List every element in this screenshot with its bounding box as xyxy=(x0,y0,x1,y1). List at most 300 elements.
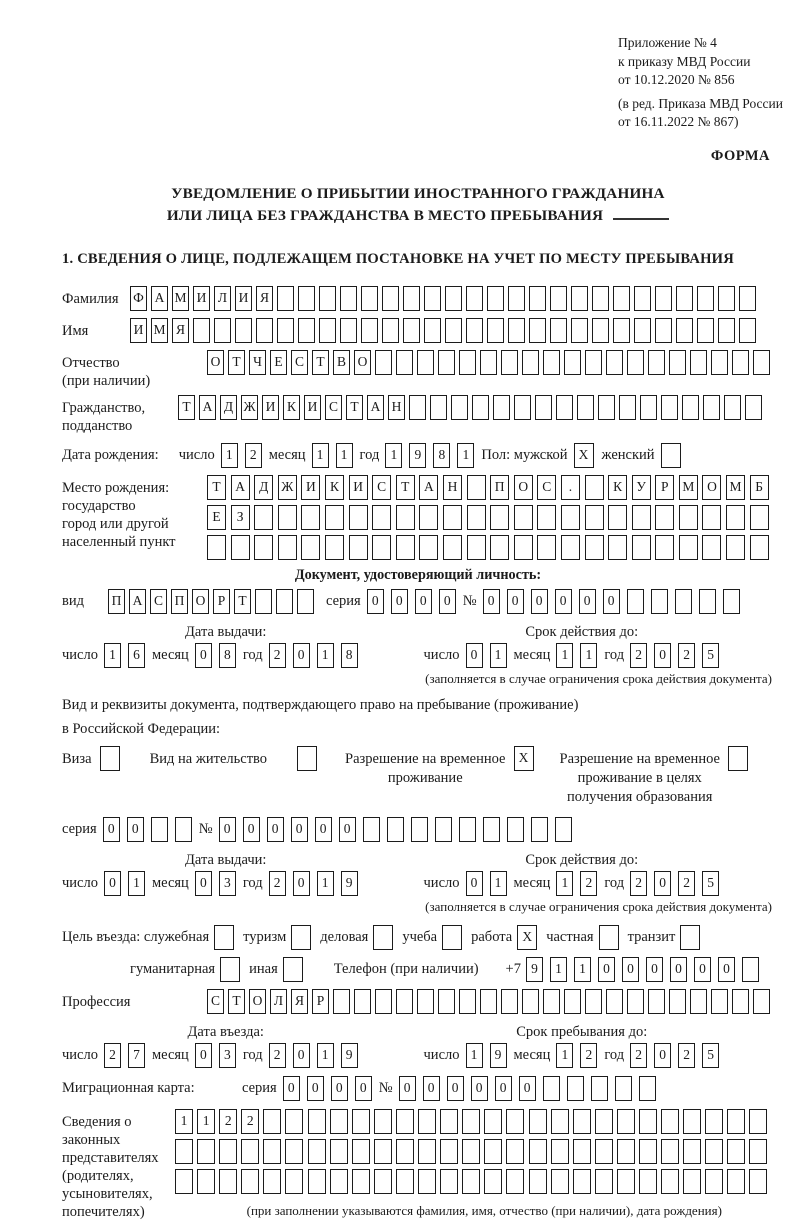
char-cell[interactable] xyxy=(726,535,745,560)
char-cell[interactable]: 0 xyxy=(718,957,735,982)
char-cell[interactable]: З xyxy=(231,505,250,530)
char-cell[interactable] xyxy=(207,535,226,560)
char-cell[interactable] xyxy=(443,505,462,530)
char-cell[interactable] xyxy=(705,1109,723,1134)
char-cell[interactable]: 0 xyxy=(519,1076,536,1101)
char-cell[interactable]: 1 xyxy=(556,643,573,668)
char-cell[interactable]: Д xyxy=(220,395,237,420)
char-cell[interactable] xyxy=(699,589,716,614)
char-cell[interactable] xyxy=(556,395,573,420)
char-cell[interactable]: 0 xyxy=(471,1076,488,1101)
char-cell[interactable] xyxy=(690,989,707,1014)
char-cell[interactable]: 8 xyxy=(219,643,236,668)
char-cell[interactable] xyxy=(374,1139,392,1164)
char-cell[interactable] xyxy=(676,318,693,343)
char-cell[interactable] xyxy=(382,318,399,343)
char-cell[interactable] xyxy=(634,286,651,311)
char-cell[interactable] xyxy=(655,286,672,311)
char-cell[interactable]: Т xyxy=(178,395,195,420)
char-cell[interactable] xyxy=(263,1169,281,1194)
char-cell[interactable] xyxy=(753,350,770,375)
char-cell[interactable] xyxy=(374,1109,392,1134)
char-cell[interactable] xyxy=(632,535,651,560)
char-cell[interactable]: 0 xyxy=(483,589,500,614)
char-cell[interactable]: 9 xyxy=(490,1043,507,1068)
char-cell[interactable] xyxy=(577,395,594,420)
char-cell[interactable] xyxy=(490,505,509,530)
char-cell[interactable] xyxy=(680,925,700,950)
char-cell[interactable]: 2 xyxy=(219,1109,237,1134)
char-cell[interactable]: 0 xyxy=(127,817,144,842)
char-cell[interactable] xyxy=(551,1109,569,1134)
char-cell[interactable] xyxy=(522,350,539,375)
char-cell[interactable]: Я xyxy=(256,286,273,311)
char-cell[interactable] xyxy=(508,318,525,343)
char-cell[interactable] xyxy=(627,989,644,1014)
char-cell[interactable]: 1 xyxy=(556,1043,573,1068)
char-cell[interactable] xyxy=(372,505,391,530)
char-cell[interactable] xyxy=(438,350,455,375)
char-cell[interactable] xyxy=(564,350,581,375)
char-cell[interactable]: 2 xyxy=(678,871,695,896)
char-cell[interactable] xyxy=(690,350,707,375)
char-cell[interactable] xyxy=(472,395,489,420)
char-cell[interactable] xyxy=(564,989,581,1014)
char-cell[interactable] xyxy=(440,1109,458,1134)
char-cell[interactable] xyxy=(330,1109,348,1134)
char-cell[interactable]: 0 xyxy=(694,957,711,982)
char-cell[interactable]: И xyxy=(304,395,321,420)
char-cell[interactable]: 0 xyxy=(243,817,260,842)
char-cell[interactable] xyxy=(467,505,486,530)
char-cell[interactable] xyxy=(340,318,357,343)
char-cell[interactable]: . xyxy=(561,475,580,500)
char-cell[interactable] xyxy=(451,395,468,420)
char-cell[interactable] xyxy=(619,395,636,420)
char-cell[interactable]: Я xyxy=(291,989,308,1014)
char-cell[interactable]: 1 xyxy=(490,643,507,668)
char-cell[interactable] xyxy=(411,817,428,842)
char-cell[interactable] xyxy=(396,535,415,560)
char-cell[interactable]: 0 xyxy=(293,871,310,896)
char-cell[interactable]: О xyxy=(514,475,533,500)
char-cell[interactable]: 2 xyxy=(678,1043,695,1068)
char-cell[interactable] xyxy=(745,395,762,420)
char-cell[interactable] xyxy=(648,989,665,1014)
char-cell[interactable]: 0 xyxy=(579,589,596,614)
char-cell[interactable]: 1 xyxy=(317,643,334,668)
char-cell[interactable] xyxy=(219,1169,237,1194)
char-cell[interactable]: А xyxy=(129,589,146,614)
char-cell[interactable] xyxy=(727,1169,745,1194)
char-cell[interactable] xyxy=(372,535,391,560)
char-cell[interactable]: 9 xyxy=(526,957,543,982)
char-cell[interactable]: 8 xyxy=(433,443,450,468)
char-cell[interactable]: 2 xyxy=(269,1043,286,1068)
char-cell[interactable]: К xyxy=(325,475,344,500)
char-cell[interactable] xyxy=(231,535,250,560)
char-cell[interactable]: 0 xyxy=(415,589,432,614)
char-cell[interactable] xyxy=(501,989,518,1014)
char-cell[interactable]: 0 xyxy=(391,589,408,614)
char-cell[interactable]: С xyxy=(150,589,167,614)
char-cell[interactable] xyxy=(418,1109,436,1134)
char-cell[interactable] xyxy=(661,443,681,468)
char-cell[interactable] xyxy=(749,1169,767,1194)
char-cell[interactable] xyxy=(634,318,651,343)
char-cell[interactable] xyxy=(197,1169,215,1194)
char-cell[interactable]: 0 xyxy=(291,817,308,842)
char-cell[interactable]: А xyxy=(199,395,216,420)
char-cell[interactable]: 0 xyxy=(339,817,356,842)
char-cell[interactable] xyxy=(349,535,368,560)
char-cell[interactable] xyxy=(529,1109,547,1134)
char-cell[interactable]: Т xyxy=(346,395,363,420)
char-cell[interactable]: 0 xyxy=(447,1076,464,1101)
char-cell[interactable] xyxy=(697,318,714,343)
char-cell[interactable]: 2 xyxy=(104,1043,121,1068)
char-cell[interactable]: 0 xyxy=(355,1076,372,1101)
char-cell[interactable]: П xyxy=(108,589,125,614)
char-cell[interactable]: О xyxy=(354,350,371,375)
char-cell[interactable] xyxy=(718,286,735,311)
char-cell[interactable] xyxy=(418,1139,436,1164)
char-cell[interactable] xyxy=(254,505,273,530)
char-cell[interactable] xyxy=(543,989,560,1014)
char-cell[interactable] xyxy=(220,957,240,982)
char-cell[interactable] xyxy=(490,535,509,560)
char-cell[interactable] xyxy=(697,286,714,311)
char-cell[interactable]: 5 xyxy=(702,643,719,668)
char-cell[interactable] xyxy=(573,1169,591,1194)
char-cell[interactable] xyxy=(396,505,415,530)
char-cell[interactable]: 3 xyxy=(219,1043,236,1068)
char-cell[interactable] xyxy=(639,1169,657,1194)
char-cell[interactable] xyxy=(396,989,413,1014)
char-cell[interactable] xyxy=(550,286,567,311)
char-cell[interactable] xyxy=(571,286,588,311)
char-cell[interactable] xyxy=(361,286,378,311)
char-cell[interactable] xyxy=(349,505,368,530)
char-cell[interactable]: 1 xyxy=(221,443,238,468)
char-cell[interactable]: 2 xyxy=(580,871,597,896)
char-cell[interactable] xyxy=(732,989,749,1014)
char-cell[interactable]: Е xyxy=(207,505,226,530)
char-cell[interactable]: 0 xyxy=(507,589,524,614)
char-cell[interactable] xyxy=(507,817,524,842)
char-cell[interactable] xyxy=(352,1109,370,1134)
char-cell[interactable]: 0 xyxy=(331,1076,348,1101)
char-cell[interactable]: 2 xyxy=(245,443,262,468)
char-cell[interactable] xyxy=(639,1109,657,1134)
char-cell[interactable] xyxy=(419,535,438,560)
char-cell[interactable]: 6 xyxy=(128,643,145,668)
char-cell[interactable]: 1 xyxy=(317,871,334,896)
char-cell[interactable] xyxy=(417,350,434,375)
char-cell[interactable] xyxy=(354,989,371,1014)
char-cell[interactable] xyxy=(214,925,234,950)
char-cell[interactable]: 2 xyxy=(580,1043,597,1068)
char-cell[interactable] xyxy=(462,1139,480,1164)
char-cell[interactable] xyxy=(466,286,483,311)
char-cell[interactable] xyxy=(514,535,533,560)
char-cell[interactable] xyxy=(573,1139,591,1164)
char-cell[interactable]: Ф xyxy=(130,286,147,311)
char-cell[interactable] xyxy=(325,505,344,530)
char-cell[interactable]: 0 xyxy=(367,589,384,614)
char-cell[interactable] xyxy=(462,1109,480,1134)
char-cell[interactable] xyxy=(627,350,644,375)
char-cell[interactable] xyxy=(571,318,588,343)
char-cell[interactable] xyxy=(430,395,447,420)
char-cell[interactable]: 1 xyxy=(312,443,329,468)
char-cell[interactable] xyxy=(727,1109,745,1134)
char-cell[interactable] xyxy=(445,286,462,311)
char-cell[interactable]: Б xyxy=(750,475,769,500)
char-cell[interactable] xyxy=(705,1169,723,1194)
char-cell[interactable] xyxy=(325,535,344,560)
char-cell[interactable] xyxy=(285,1109,303,1134)
char-cell[interactable] xyxy=(750,505,769,530)
char-cell[interactable] xyxy=(330,1169,348,1194)
char-cell[interactable] xyxy=(352,1169,370,1194)
char-cell[interactable]: 0 xyxy=(307,1076,324,1101)
char-cell[interactable] xyxy=(749,1109,767,1134)
char-cell[interactable] xyxy=(283,957,303,982)
char-cell[interactable] xyxy=(403,286,420,311)
char-cell[interactable] xyxy=(382,286,399,311)
char-cell[interactable]: Т xyxy=(234,589,251,614)
char-cell[interactable]: 0 xyxy=(555,589,572,614)
char-cell[interactable] xyxy=(308,1109,326,1134)
char-cell[interactable]: 8 xyxy=(341,643,358,668)
char-cell[interactable] xyxy=(585,475,604,500)
char-cell[interactable] xyxy=(301,505,320,530)
char-cell[interactable]: 0 xyxy=(439,589,456,614)
char-cell[interactable] xyxy=(739,286,756,311)
char-cell[interactable] xyxy=(615,1076,632,1101)
char-cell[interactable]: А xyxy=(151,286,168,311)
char-cell[interactable] xyxy=(424,318,441,343)
char-cell[interactable] xyxy=(529,286,546,311)
char-cell[interactable]: П xyxy=(490,475,509,500)
char-cell[interactable] xyxy=(599,925,619,950)
char-cell[interactable] xyxy=(739,318,756,343)
char-cell[interactable] xyxy=(598,395,615,420)
char-cell[interactable]: 1 xyxy=(556,871,573,896)
char-cell[interactable] xyxy=(352,1139,370,1164)
char-cell[interactable] xyxy=(276,589,293,614)
char-cell[interactable]: 0 xyxy=(654,643,671,668)
char-cell[interactable]: И xyxy=(130,318,147,343)
char-cell[interactable] xyxy=(529,1139,547,1164)
char-cell[interactable]: Р xyxy=(655,475,674,500)
char-cell[interactable]: 1 xyxy=(317,1043,334,1068)
char-cell[interactable]: 0 xyxy=(654,871,671,896)
char-cell[interactable] xyxy=(543,1076,560,1101)
char-cell[interactable] xyxy=(683,1109,701,1134)
char-cell[interactable] xyxy=(727,1139,745,1164)
char-cell[interactable] xyxy=(506,1139,524,1164)
char-cell[interactable] xyxy=(291,925,311,950)
char-cell[interactable]: Ж xyxy=(278,475,297,500)
char-cell[interactable] xyxy=(669,350,686,375)
char-cell[interactable] xyxy=(705,1139,723,1164)
char-cell[interactable] xyxy=(484,1139,502,1164)
char-cell[interactable] xyxy=(675,589,692,614)
char-cell[interactable] xyxy=(531,817,548,842)
char-cell[interactable] xyxy=(419,505,438,530)
char-cell[interactable] xyxy=(567,1076,584,1101)
char-cell[interactable] xyxy=(742,957,759,982)
char-cell[interactable] xyxy=(301,535,320,560)
char-cell[interactable] xyxy=(632,505,651,530)
char-cell[interactable]: М xyxy=(726,475,745,500)
char-cell[interactable] xyxy=(418,1169,436,1194)
char-cell[interactable]: X xyxy=(517,925,537,950)
char-cell[interactable] xyxy=(585,350,602,375)
char-cell[interactable]: 7 xyxy=(128,1043,145,1068)
char-cell[interactable]: К xyxy=(283,395,300,420)
char-cell[interactable]: 2 xyxy=(269,643,286,668)
char-cell[interactable] xyxy=(585,989,602,1014)
char-cell[interactable] xyxy=(374,1169,392,1194)
char-cell[interactable] xyxy=(718,318,735,343)
char-cell[interactable]: А xyxy=(231,475,250,500)
char-cell[interactable] xyxy=(703,395,720,420)
char-cell[interactable]: 2 xyxy=(630,1043,647,1068)
char-cell[interactable]: О xyxy=(702,475,721,500)
char-cell[interactable] xyxy=(676,286,693,311)
char-cell[interactable] xyxy=(396,1169,414,1194)
char-cell[interactable] xyxy=(308,1139,326,1164)
char-cell[interactable] xyxy=(711,989,728,1014)
char-cell[interactable]: 0 xyxy=(219,817,236,842)
char-cell[interactable] xyxy=(438,989,455,1014)
char-cell[interactable]: 1 xyxy=(385,443,402,468)
char-cell[interactable] xyxy=(241,1169,259,1194)
char-cell[interactable] xyxy=(661,1109,679,1134)
char-cell[interactable]: 0 xyxy=(195,1043,212,1068)
char-cell[interactable]: 0 xyxy=(670,957,687,982)
char-cell[interactable]: И xyxy=(193,286,210,311)
char-cell[interactable]: 5 xyxy=(702,871,719,896)
char-cell[interactable]: А xyxy=(419,475,438,500)
char-cell[interactable] xyxy=(484,1169,502,1194)
char-cell[interactable] xyxy=(732,350,749,375)
char-cell[interactable] xyxy=(724,395,741,420)
char-cell[interactable]: Н xyxy=(443,475,462,500)
char-cell[interactable] xyxy=(573,1109,591,1134)
char-cell[interactable] xyxy=(608,535,627,560)
char-cell[interactable] xyxy=(723,589,740,614)
char-cell[interactable] xyxy=(561,535,580,560)
char-cell[interactable] xyxy=(639,1076,656,1101)
char-cell[interactable] xyxy=(550,318,567,343)
char-cell[interactable]: И xyxy=(262,395,279,420)
char-cell[interactable] xyxy=(403,318,420,343)
char-cell[interactable]: С xyxy=(537,475,556,500)
char-cell[interactable] xyxy=(175,1139,193,1164)
char-cell[interactable]: 1 xyxy=(457,443,474,468)
char-cell[interactable] xyxy=(606,989,623,1014)
char-cell[interactable] xyxy=(235,318,252,343)
char-cell[interactable] xyxy=(467,535,486,560)
char-cell[interactable] xyxy=(683,1139,701,1164)
char-cell[interactable] xyxy=(535,395,552,420)
char-cell[interactable]: Т xyxy=(228,989,245,1014)
char-cell[interactable] xyxy=(298,286,315,311)
char-cell[interactable]: У xyxy=(632,475,651,500)
char-cell[interactable] xyxy=(440,1169,458,1194)
char-cell[interactable]: С xyxy=(207,989,224,1014)
char-cell[interactable] xyxy=(443,535,462,560)
char-cell[interactable]: 3 xyxy=(219,871,236,896)
char-cell[interactable] xyxy=(749,1139,767,1164)
char-cell[interactable] xyxy=(254,535,273,560)
char-cell[interactable] xyxy=(529,1169,547,1194)
char-cell[interactable]: 0 xyxy=(399,1076,416,1101)
char-cell[interactable] xyxy=(387,817,404,842)
char-cell[interactable] xyxy=(297,589,314,614)
char-cell[interactable]: 0 xyxy=(267,817,284,842)
char-cell[interactable] xyxy=(561,505,580,530)
char-cell[interactable] xyxy=(613,318,630,343)
char-cell[interactable] xyxy=(501,350,518,375)
char-cell[interactable]: 0 xyxy=(423,1076,440,1101)
char-cell[interactable]: 0 xyxy=(466,871,483,896)
char-cell[interactable] xyxy=(241,1139,259,1164)
char-cell[interactable]: 5 xyxy=(702,1043,719,1068)
char-cell[interactable] xyxy=(551,1139,569,1164)
char-cell[interactable] xyxy=(655,505,674,530)
char-cell[interactable]: 0 xyxy=(603,589,620,614)
char-cell[interactable]: М xyxy=(172,286,189,311)
char-cell[interactable] xyxy=(440,1139,458,1164)
char-cell[interactable] xyxy=(702,535,721,560)
char-cell[interactable]: 2 xyxy=(630,871,647,896)
char-cell[interactable] xyxy=(682,395,699,420)
char-cell[interactable] xyxy=(330,1139,348,1164)
char-cell[interactable]: В xyxy=(333,350,350,375)
char-cell[interactable]: М xyxy=(679,475,698,500)
char-cell[interactable]: Т xyxy=(207,475,226,500)
char-cell[interactable] xyxy=(298,318,315,343)
char-cell[interactable]: 0 xyxy=(104,871,121,896)
char-cell[interactable]: 1 xyxy=(197,1109,215,1134)
char-cell[interactable] xyxy=(750,535,769,560)
char-cell[interactable] xyxy=(595,1109,613,1134)
char-cell[interactable] xyxy=(753,989,770,1014)
char-cell[interactable] xyxy=(396,350,413,375)
char-cell[interactable] xyxy=(151,817,168,842)
char-cell[interactable] xyxy=(537,505,556,530)
char-cell[interactable] xyxy=(543,350,560,375)
char-cell[interactable]: Л xyxy=(214,286,231,311)
char-cell[interactable] xyxy=(483,817,500,842)
char-cell[interactable] xyxy=(484,1109,502,1134)
char-cell[interactable] xyxy=(263,1139,281,1164)
char-cell[interactable] xyxy=(480,350,497,375)
char-cell[interactable] xyxy=(214,318,231,343)
char-cell[interactable]: И xyxy=(349,475,368,500)
char-cell[interactable] xyxy=(506,1169,524,1194)
char-cell[interactable] xyxy=(277,318,294,343)
char-cell[interactable] xyxy=(555,817,572,842)
char-cell[interactable]: Е xyxy=(270,350,287,375)
char-cell[interactable]: 0 xyxy=(646,957,663,982)
char-cell[interactable] xyxy=(702,505,721,530)
